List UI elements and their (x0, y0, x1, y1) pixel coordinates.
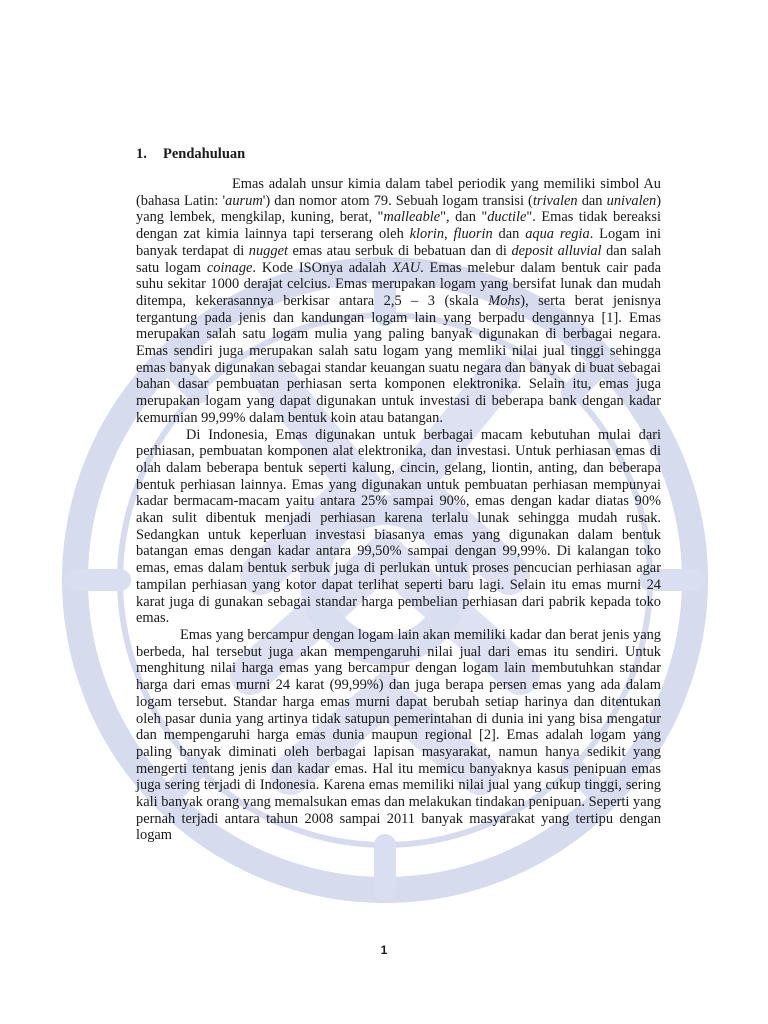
text-run: . Kode ISOnya adalah (252, 259, 393, 276)
text-run: ) yang lembek, mengkilap, kuning, berat, " (136, 192, 661, 226)
section-heading (136, 146, 245, 163)
italic-term: trivalen (532, 192, 578, 209)
text-run: dan (492, 226, 526, 243)
section-number: 1. (136, 146, 147, 162)
italic-term: aqua regia (525, 226, 590, 243)
text-run: ') dan nomor atom 79. Sebuah logam transisi ( (262, 192, 533, 209)
text-run: . Emas melebur dalam bentuk cair pada suhu sekitar 1000 derajat celcius. Emas merupakan logam yang bersifat lunak dan mudah ditempa, kekerasannya berkisar antara 2,5 – 3 (skala (136, 259, 661, 309)
text-run: , (444, 226, 454, 243)
text-run: Emas yang bercampur dengan logam lain akan memiliki kadar dan berat jenis yang berbeda, hal tersebut juga akan mempengaruhi nilai jual dari emas itu sendiri. Untuk menghitung nilai harga emas yang bercampur dengan logam lain membutuhkan standar harga dari emas murni 24 karat (99,99%) dan juga berapa persen emas yang ada dalam logam tersebut. Standar harga emas murni dapat berubah setiap harinya dan ditentukan oleh pasar dunia yang artinya tidak satupun pemerintahan di dunia ini yang bisa mengatur dan mempengaruhi harga emas dunia maupun regional [2]. Emas adalah logam yang paling banyak diminati oleh berbagai lapisan masyarakat, namun hanya sedikit yang mengerti tentang jenis dan kadar emas. Hal itu memicu banyaknya kasus penipuan emas juga sering terjadi di Indonesia. Karena emas memiliki nilai jual yang cukup tinggi, sering kali banyak orang yang memalsukan emas dan melakukan tindakan penipuan. Seperti yang pernah terjadi antara tahun 2008 sampai 2011 banyak masyarakat yang tertipu dengan logam (136, 626, 661, 844)
text-run: ", dan " (440, 209, 488, 226)
text-run: Di Indonesia, Emas digunakan untuk berbagai macam kebutuhan mulai dari perhiasan, pembuatan komponen alat elektronika, dan investasi. Untuk perhiasan emas di olah dalam beberapa bentuk seperti kalung, cincin, gelang, liontin, anting, dan beberapa bentuk perhiasan lainnya. Emas yang digunakan untuk pembuatan perhiasan mempunyai kadar bermacam-macam yaitu antara 25% sampai 90%, emas dengan kadar diatas 90% akan sulit dibentuk menjadi perhiasan karena terlalu lunak sehingga mudah rusak. Sedangkan untuk keperluan investasi biasanya emas yang digunakan dalam bentuk batangan emas dengan kadar antara 99,50% sampai dengan 99,99%. Di kalangan toko emas, emas dalam bentuk serbuk juga di perlukan untuk proses pencucian perhiasan agar tampilan perhiasan yang kotor dapat terlihat seperti baru lagi. Selain itu emas murni 24 karat juga di gunakan sebagai standar harga pembelian perhiasan dari pabrik kepada toko emas. (136, 426, 661, 627)
page-number: 1 (380, 943, 388, 957)
italic-term: nugget (248, 242, 288, 259)
italic-term: Mohs (488, 292, 521, 309)
italic-term: malleable (383, 209, 441, 226)
text-run: Emas adalah unsur kimia dalam tabel periodik yang memiliki simbol Au (bahasa Latin: ' (136, 176, 661, 209)
text-run: dan (577, 192, 607, 209)
paragraph-2 (136, 427, 661, 627)
text-run: dan salah satu logam (136, 242, 662, 276)
italic-term: deposit alluvial (511, 242, 602, 259)
italic-term: klorin (409, 226, 445, 243)
italic-term: ductile (487, 209, 527, 226)
text-run: ), serta berat jenisnya tergantung pada jenis dan kandungan logam lain yang berpadu dengannya [1]. Emas merupakan salah satu logam mulia yang paling banyak digunakan di berbagai negara. Emas sendiri juga merupakan salah satu logam yang memliki nilai jual tinggi sehingga emas banyak digunakan sebagai standar keuangan suatu negara dan banyak di buat sebagai bahan dasar pembuatan perhiasan serta komponen elektronika. Selain itu, emas juga merupakan logam yang dapat digunakan untuk investasi di beberapa bank dengan kadar kemurnian 99,99% dalam bentuk koin atau batangan. (136, 292, 661, 426)
text-run: emas atau serbuk di bebatuan dan di (287, 242, 512, 259)
paragraph-1 (136, 176, 661, 427)
text-run: . Logam ini banyak terdapat di (136, 226, 661, 259)
italic-term: aurum (225, 192, 263, 209)
paragraph-3 (136, 627, 661, 844)
body-text (136, 176, 661, 844)
section-title: Pendahuluan (163, 146, 246, 162)
italic-term: XAU (392, 259, 421, 276)
italic-term: coinage (206, 259, 253, 276)
italic-term: fluorin (453, 226, 493, 243)
italic-term: univalen (606, 192, 657, 209)
text-run: ". Emas tidak bereaksi dengan zat kimia lainnya tapi terserang oleh (136, 209, 661, 243)
